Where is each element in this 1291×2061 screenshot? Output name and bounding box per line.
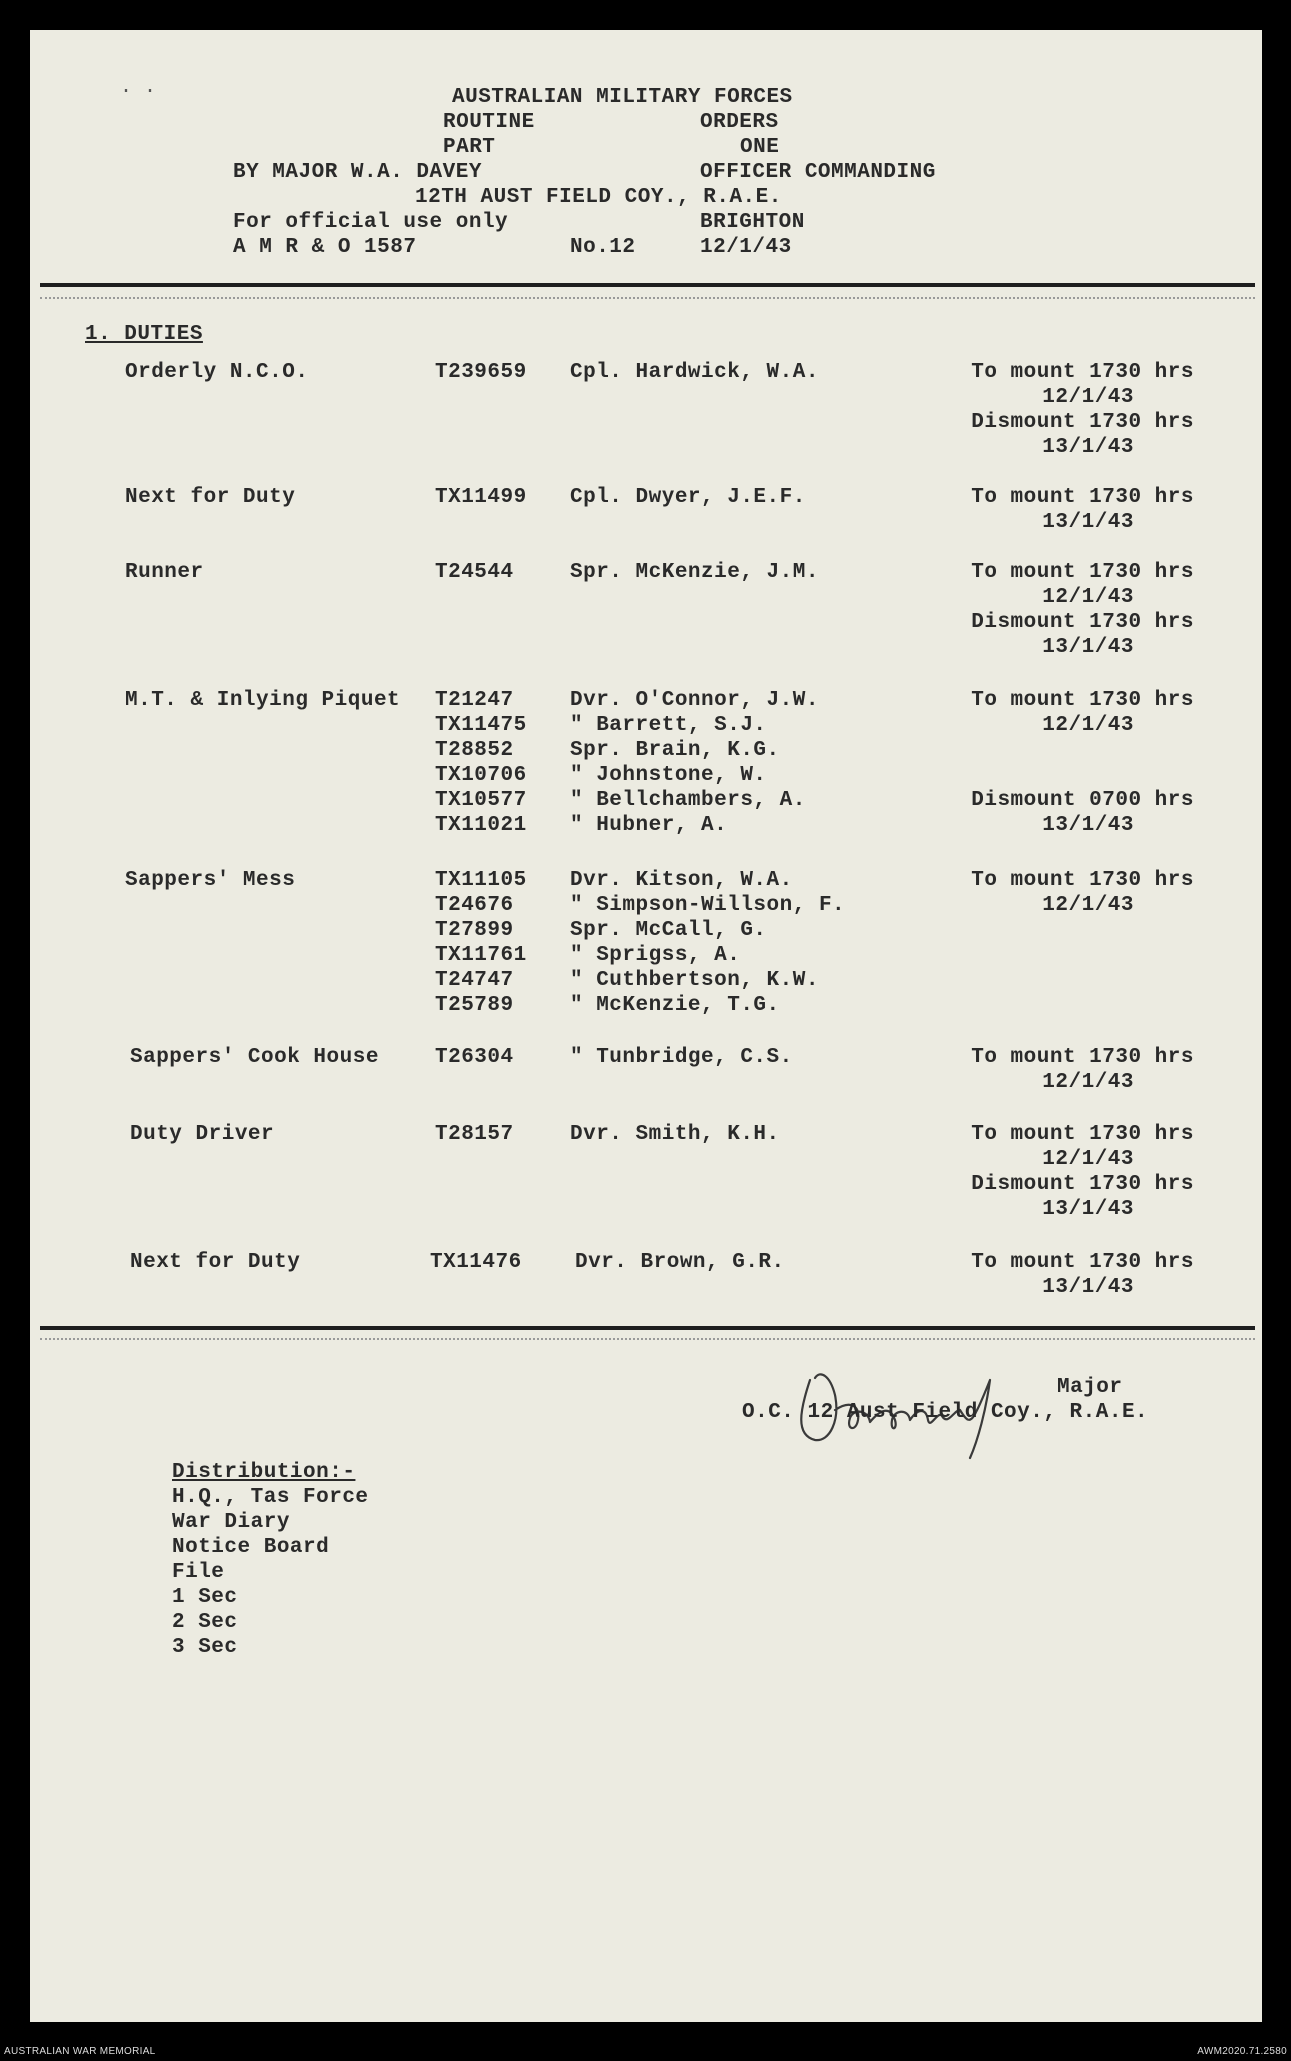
service-number: T239659 bbox=[435, 361, 527, 384]
header-one: ONE bbox=[740, 136, 780, 159]
header-orders: ORDERS bbox=[700, 111, 779, 134]
duty-label: Runner bbox=[125, 561, 204, 584]
member-name: Cpl. Hardwick, W.A. bbox=[570, 361, 819, 384]
time-line: Dismount 1730 hrs bbox=[971, 1173, 1194, 1196]
member-name: " Sprigss, A. bbox=[570, 944, 741, 967]
header-unit: 12TH AUST FIELD COY., R.A.E. bbox=[415, 186, 782, 209]
document-page bbox=[30, 30, 1262, 2022]
distribution-item: 3 Sec bbox=[172, 1636, 238, 1659]
member-name: " Johnstone, W. bbox=[570, 764, 767, 787]
time-line: To mount 1730 hrs bbox=[971, 561, 1194, 584]
duty-label: Duty Driver bbox=[130, 1123, 275, 1146]
time-line: 12/1/43 bbox=[1042, 1148, 1134, 1171]
member-name: " Tunbridge, C.S. bbox=[570, 1046, 793, 1069]
time-line: To mount 1730 hrs bbox=[971, 1046, 1194, 1069]
member-name: " Barrett, S.J. bbox=[570, 714, 767, 737]
footer-accession: AWM2020.71.2580 bbox=[1197, 2046, 1287, 2057]
duty-label: Next for Duty bbox=[125, 486, 296, 509]
time-line: 13/1/43 bbox=[1042, 1276, 1134, 1299]
dotted-rule bbox=[40, 1338, 1255, 1340]
time-line: 12/1/43 bbox=[1042, 1071, 1134, 1094]
service-number: TX11105 bbox=[435, 869, 527, 892]
time-line: To mount 1730 hrs bbox=[971, 1251, 1194, 1274]
service-number: TX11476 bbox=[430, 1251, 522, 1274]
header-number: No.12 bbox=[570, 236, 636, 259]
service-number: T26304 bbox=[435, 1046, 514, 1069]
member-name: Dvr. Kitson, W.A. bbox=[570, 869, 793, 892]
time-line: 13/1/43 bbox=[1042, 814, 1134, 837]
footer-credit: AUSTRALIAN WAR MEMORIAL bbox=[4, 2046, 156, 2057]
duty-label: Sappers' Mess bbox=[125, 869, 296, 892]
distribution-item: War Diary bbox=[172, 1511, 290, 1534]
member-name: Dvr. O'Connor, J.W. bbox=[570, 689, 819, 712]
member-name: Spr. Brain, K.G. bbox=[570, 739, 780, 762]
duty-label: Next for Duty bbox=[130, 1251, 301, 1274]
time-line: 13/1/43 bbox=[1042, 436, 1134, 459]
service-number: TX10706 bbox=[435, 764, 527, 787]
service-number: TX11761 bbox=[435, 944, 527, 967]
service-number: TX10577 bbox=[435, 789, 527, 812]
header-date: 12/1/43 bbox=[700, 236, 792, 259]
distribution-item: H.Q., Tas Force bbox=[172, 1486, 369, 1509]
distribution-item: Notice Board bbox=[172, 1536, 330, 1559]
duty-label: Sappers' Cook House bbox=[130, 1046, 379, 1069]
time-line: Dismount 1730 hrs bbox=[971, 611, 1194, 634]
service-number: TX11499 bbox=[435, 486, 527, 509]
service-number: T27899 bbox=[435, 919, 514, 942]
header-rule bbox=[40, 283, 1255, 287]
distribution-title: Distribution:- bbox=[172, 1461, 356, 1484]
time-line: Dismount 1730 hrs bbox=[971, 411, 1194, 434]
member-name: " Cuthbertson, K.W. bbox=[570, 969, 819, 992]
time-line: To mount 1730 hrs bbox=[971, 869, 1194, 892]
header-routine: ROUTINE bbox=[443, 111, 535, 134]
distribution-item: 2 Sec bbox=[172, 1611, 238, 1634]
distribution-item: 1 Sec bbox=[172, 1586, 238, 1609]
member-name: Dvr. Smith, K.H. bbox=[570, 1123, 780, 1146]
service-number: T24747 bbox=[435, 969, 514, 992]
time-line: 12/1/43 bbox=[1042, 386, 1134, 409]
duty-label: Orderly N.C.O. bbox=[125, 361, 309, 384]
footer-rule bbox=[40, 1326, 1255, 1330]
header-part: PART bbox=[443, 136, 496, 159]
member-name: " McKenzie, T.G. bbox=[570, 994, 780, 1017]
service-number: T24676 bbox=[435, 894, 514, 917]
member-name: Cpl. Dwyer, J.E.F. bbox=[570, 486, 806, 509]
time-line: 12/1/43 bbox=[1042, 894, 1134, 917]
service-number: TX11021 bbox=[435, 814, 527, 837]
duty-label: M.T. & Inlying Piquet bbox=[125, 689, 401, 712]
time-line: To mount 1730 hrs bbox=[971, 689, 1194, 712]
header-amr: A M R & O 1587 bbox=[233, 236, 417, 259]
service-number: T24544 bbox=[435, 561, 514, 584]
dotted-rule bbox=[40, 297, 1255, 299]
member-name: Dvr. Brown, G.R. bbox=[575, 1251, 785, 1274]
time-line: 12/1/43 bbox=[1042, 586, 1134, 609]
distribution-item: File bbox=[172, 1561, 225, 1584]
header-title: AUSTRALIAN MILITARY FORCES bbox=[452, 86, 793, 109]
service-number: T21247 bbox=[435, 689, 514, 712]
time-line: 13/1/43 bbox=[1042, 1198, 1134, 1221]
member-name: " Bellchambers, A. bbox=[570, 789, 806, 812]
member-name: " Hubner, A. bbox=[570, 814, 728, 837]
time-line: To mount 1730 hrs bbox=[971, 1123, 1194, 1146]
member-name: " Simpson-Willson, F. bbox=[570, 894, 846, 917]
time-line: 13/1/43 bbox=[1042, 511, 1134, 534]
service-number: T28852 bbox=[435, 739, 514, 762]
time-line: 12/1/43 bbox=[1042, 714, 1134, 737]
service-number: TX11475 bbox=[435, 714, 527, 737]
header-by-major: BY MAJOR W.A. DAVEY bbox=[233, 161, 482, 184]
header-location: BRIGHTON bbox=[700, 211, 805, 234]
member-name: Spr. McKenzie, J.M. bbox=[570, 561, 819, 584]
member-name: Spr. McCall, G. bbox=[570, 919, 767, 942]
header-official-use: For official use only bbox=[233, 211, 509, 234]
service-number: T28157 bbox=[435, 1123, 514, 1146]
signature-title: O.C. 12 Aust Field Coy., R.A.E. bbox=[742, 1401, 1149, 1424]
service-number: T25789 bbox=[435, 994, 514, 1017]
punch-mark: · · bbox=[120, 80, 157, 103]
header-officer-commanding: OFFICER COMMANDING bbox=[700, 161, 936, 184]
time-line: Dismount 0700 hrs bbox=[971, 789, 1194, 812]
time-line: To mount 1730 hrs bbox=[971, 361, 1194, 384]
time-line: 13/1/43 bbox=[1042, 636, 1134, 659]
time-line: To mount 1730 hrs bbox=[971, 486, 1194, 509]
section-title: 1. DUTIES bbox=[85, 323, 203, 346]
signature-rank: Major bbox=[1057, 1376, 1123, 1399]
